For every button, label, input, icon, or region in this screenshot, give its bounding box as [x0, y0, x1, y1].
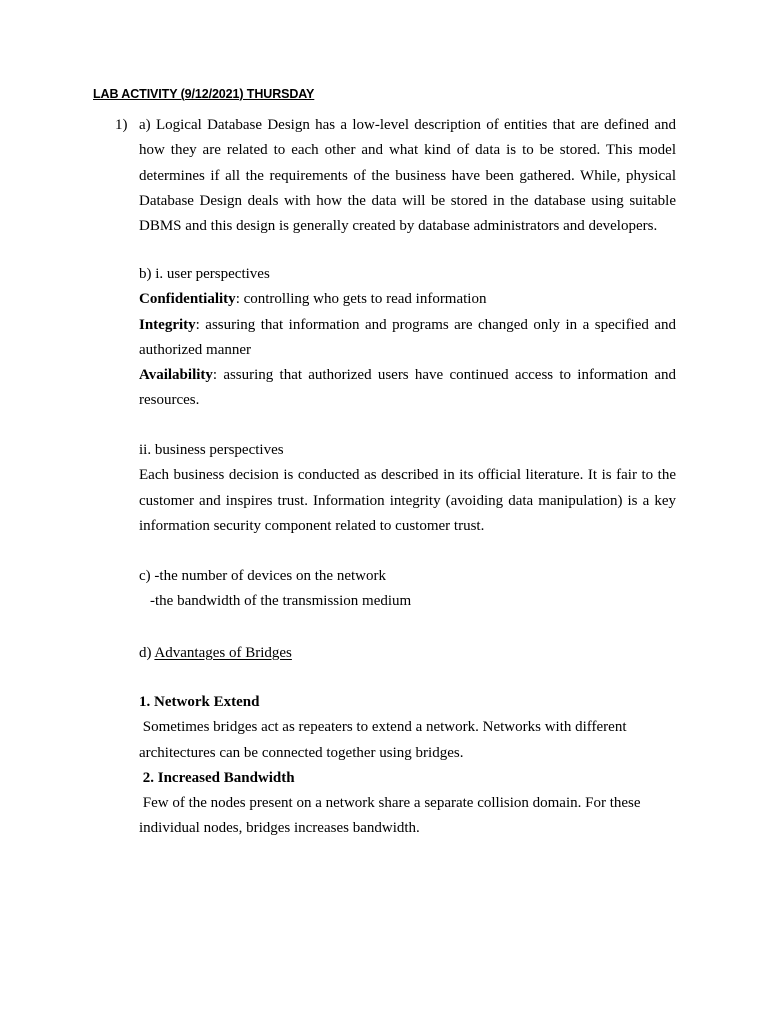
section-a-line-5: DBMS and this design is generally created by database administrators and developers.: [139, 218, 658, 235]
point-1-line-1: Sometimes bridges act as repeaters to extend a network. Networks with different: [139, 719, 627, 736]
section-a-line-1: a) Logical Database Design has a low-level description of entities that are defined and: [139, 117, 676, 133]
business-line-2: customer and inspires trust. Information integrity (avoiding data manipulation) is a key: [139, 492, 676, 509]
section-b-heading-ii: ii. business perspectives: [139, 442, 284, 458]
availability-line-2: resources.: [139, 392, 200, 409]
point-2-line-2: individual nodes, bridges increases bandwidth.: [139, 820, 420, 837]
section-a: [139, 113, 676, 239]
section-d: [139, 641, 676, 666]
section-a-line-3: determines if all the requirements of the business have been gathered. While, physical: [139, 167, 676, 184]
integrity-line-2: authorized manner: [139, 341, 252, 358]
section-a-line-2: how they are related to each other and what kind of data is to be stored. This model: [139, 142, 676, 159]
section-b: [139, 262, 676, 414]
section-c-line-1: c) -the number of devices on the network: [139, 568, 386, 584]
section-d-label: d): [139, 645, 155, 661]
point-1-line-2: architectures can be connected together using bridges.: [139, 744, 464, 761]
availability-term: Availability: [139, 367, 213, 384]
point-2-title: 2. Increased Bandwidth: [139, 769, 295, 786]
point-2-line-1: Few of the nodes present on a network share a separate collision domain. For these: [139, 795, 641, 812]
section-a-label: a): [139, 117, 151, 133]
list-number: 1): [115, 117, 128, 133]
confidentiality-term: Confidentiality: [139, 291, 236, 308]
section-c: [139, 564, 676, 615]
section-d-points: [139, 690, 676, 842]
section-b-heading-i: b) i. user perspectives: [139, 266, 270, 282]
availability-line-1: Availability: assuring that authorized users have continued access to information and: [139, 367, 676, 384]
point-1-title: 1. Network Extend: [139, 694, 260, 710]
integrity-term: Integrity: [139, 316, 196, 333]
section-d-heading-line: [139, 641, 676, 666]
integrity-line-1: Integrity: assuring that information and programs are changed only in a specified and: [139, 316, 676, 333]
business-line-1: Each business decision is conducted as described in its official literature. It is fair to the: [139, 467, 676, 484]
document-title: LAB ACTIVITY (9/12/2021) THURSDAY: [93, 87, 315, 101]
section-a-line-4: Database Design deals with how the data will be stored in the database using suitable: [139, 192, 676, 209]
section-b-business: [139, 438, 676, 539]
confidentiality-line: Confidentiality: controlling who gets to read information: [139, 291, 487, 308]
section-c-line-2: -the bandwidth of the transmission medium: [150, 593, 412, 610]
section-d-heading: Advantages of Bridges: [154, 645, 292, 661]
business-line-3: information security component related to customer trust.: [139, 517, 485, 534]
